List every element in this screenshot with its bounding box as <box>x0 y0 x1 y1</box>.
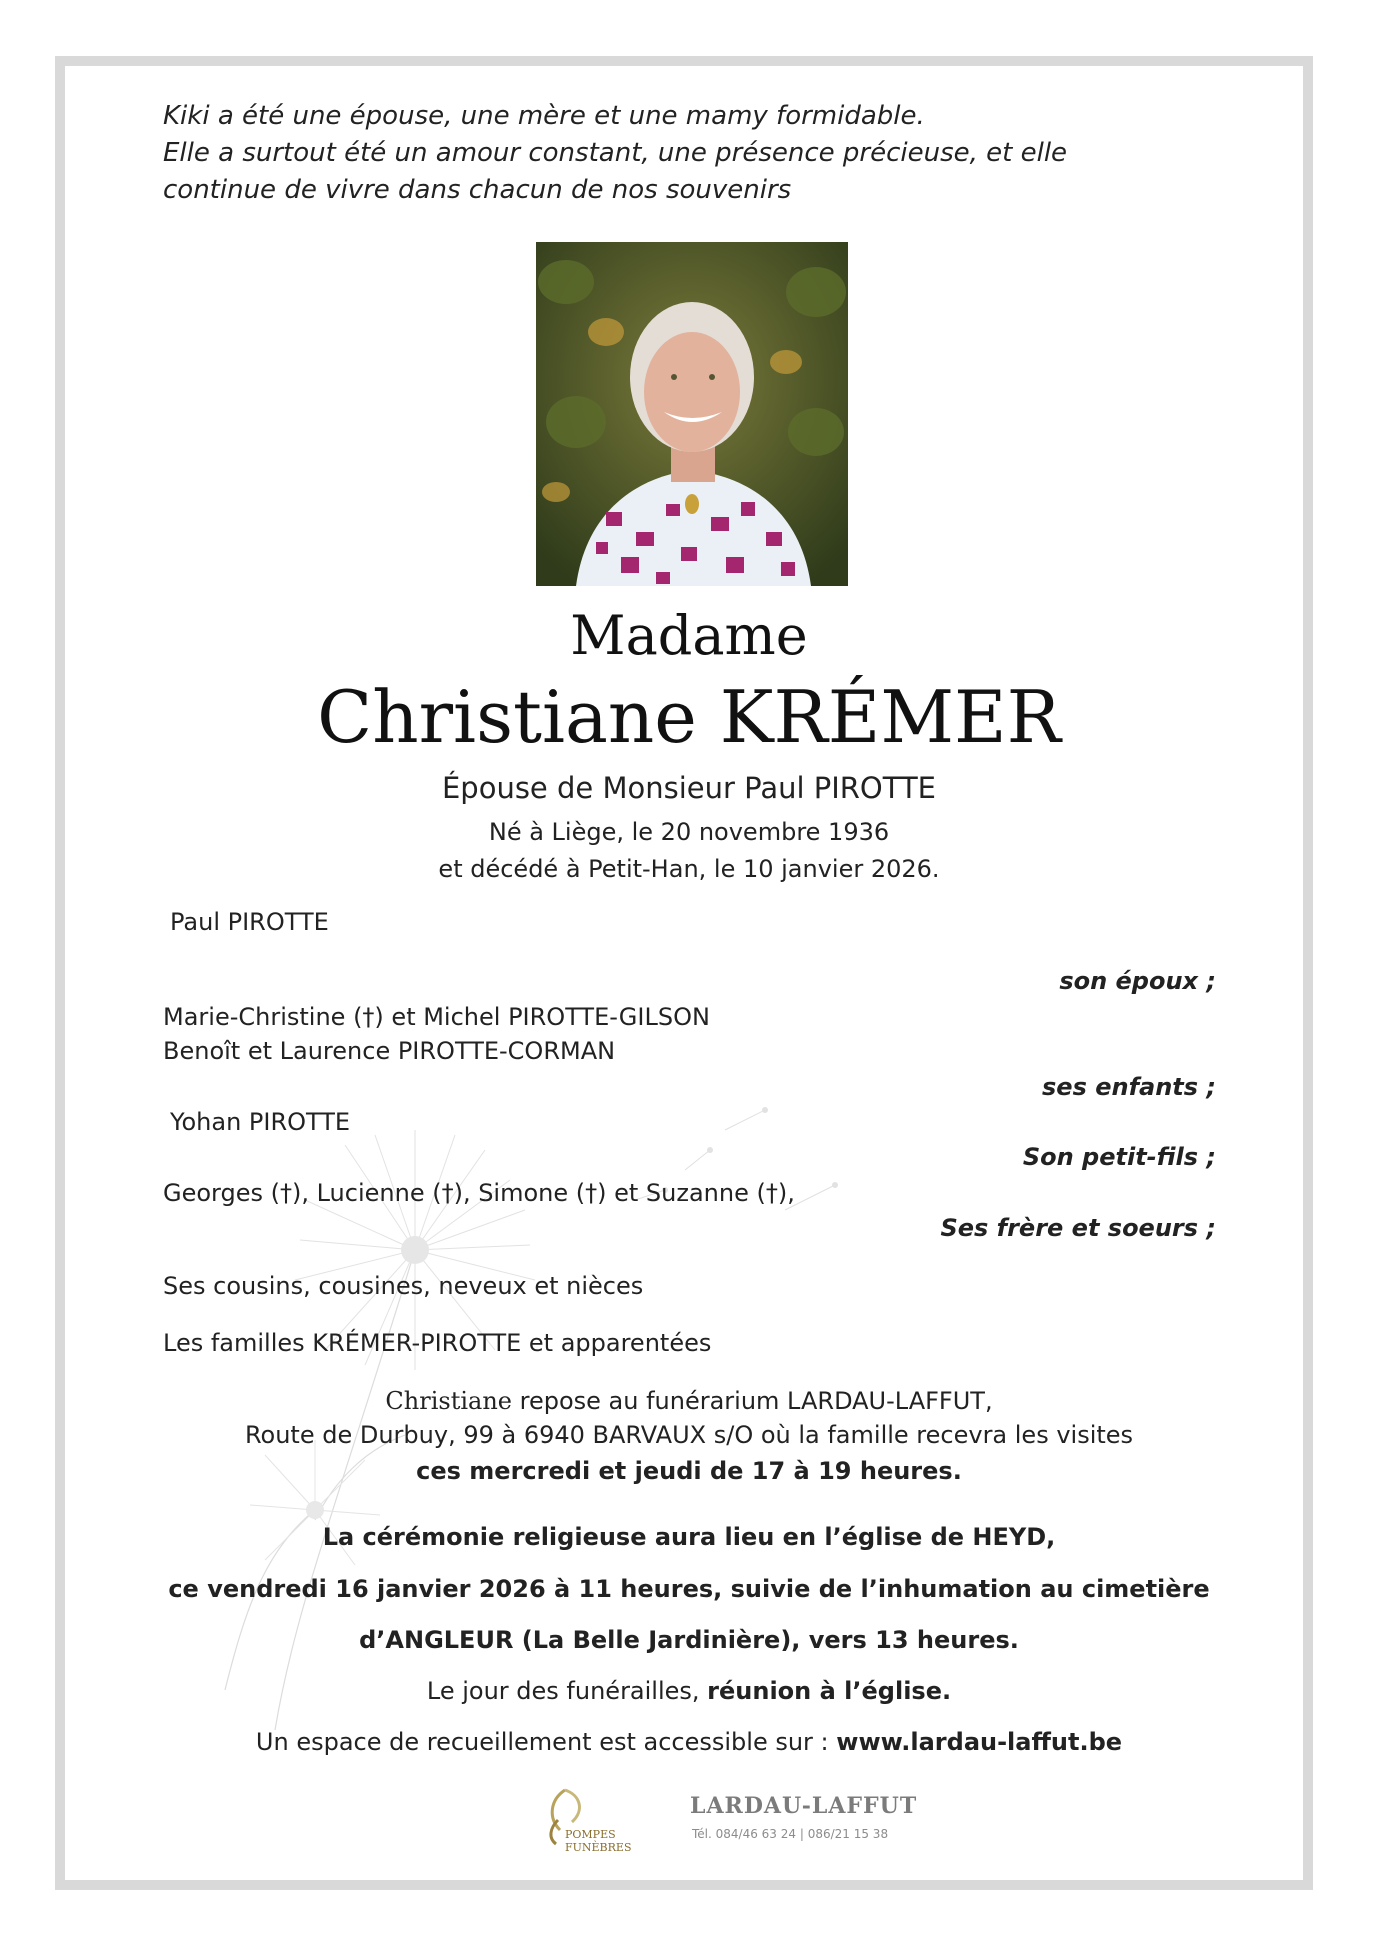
child-2: Benoît et Laurence PIROTTE-CORMAN <box>163 1037 616 1065</box>
rest-name: Christiane <box>385 1387 512 1415</box>
deceased-name: Christiane KRÉMER <box>317 675 1061 759</box>
spouse-role: son époux ; <box>1059 967 1216 995</box>
spouse-line: Épouse de Monsieur Paul PIROTTE <box>441 771 937 805</box>
families-line: Les familles KRÉMER-PIROTTE et apparentées <box>163 1329 712 1357</box>
ceremony-line-3: d’ANGLEUR (La Belle Jardinière), vers 13 heures. <box>359 1626 1019 1654</box>
birth-info: Né à Liège, le 20 novembre 1936 <box>488 818 890 846</box>
intro-text <box>163 98 1163 209</box>
grandchild-name: Yohan PIROTTE <box>170 1108 351 1136</box>
children-role: ses enfants ; <box>1042 1073 1216 1101</box>
spouse-name: Paul PIROTTE <box>170 908 329 936</box>
logo-text-pompes: POMPES <box>565 1828 616 1841</box>
online-prefix: Un espace de recueillement est accessible sur : <box>255 1728 837 1756</box>
logo-text-funebres: FUNÈBRES <box>565 1841 632 1854</box>
siblings-role: Ses frère et soeurs ; <box>940 1214 1216 1242</box>
ceremony-line-2: ce vendredi 16 janvier 2026 à 11 heures, suivie de l’inhumation au cimetière <box>168 1575 1210 1603</box>
intro-line-1: Kiki a été une épouse, une mère et une mamy formidable. <box>163 101 925 131</box>
siblings-names: Georges (†), Lucienne (†), Simone (†) et Suzanne (†), <box>163 1179 795 1207</box>
rest-line <box>0 1387 1378 1415</box>
grandchild-role: Son petit-fils ; <box>1022 1143 1216 1171</box>
meeting-place: réunion à l’église. <box>707 1677 952 1705</box>
meeting-prefix: Le jour des funérailles, <box>426 1677 708 1705</box>
rest-text: repose au funérarium LARDAU-LAFFUT, <box>511 1387 993 1415</box>
ceremony-line-1: La cérémonie religieuse aura lieu en l’église de HEYD, <box>322 1523 1056 1551</box>
visit-hours: ces mercredi et jeudi de 17 à 19 heures. <box>416 1457 962 1485</box>
portrait-photo <box>536 242 848 586</box>
brand-name: LARDAU-LAFFUT <box>690 1793 918 1819</box>
online-line <box>0 1728 1378 1756</box>
website-link[interactable]: www.lardau-laffut.be <box>836 1728 1123 1756</box>
child-1: Marie-Christine (†) et Michel PIROTTE-GILSON <box>163 1003 710 1031</box>
phone-numbers: Tél. 084/46 63 24 | 086/21 15 38 <box>692 1827 889 1841</box>
intro-line-3: continue de vivre dans chacun de nos souvenirs <box>163 175 792 205</box>
funerarium-address: Route de Durbuy, 99 à 6940 BARVAUX s/O où la famille recevra les visites <box>244 1421 1134 1449</box>
intro-line-2: Elle a surtout été un amour constant, une présence précieuse, et elle <box>163 138 1068 168</box>
cousins-line: Ses cousins, cousines, neveux et nièces <box>163 1272 644 1300</box>
deceased-title: Madame <box>570 604 808 667</box>
death-info: et décédé à Petit-Han, le 10 janvier 2026. <box>438 855 940 883</box>
meeting-line <box>0 1677 1378 1705</box>
